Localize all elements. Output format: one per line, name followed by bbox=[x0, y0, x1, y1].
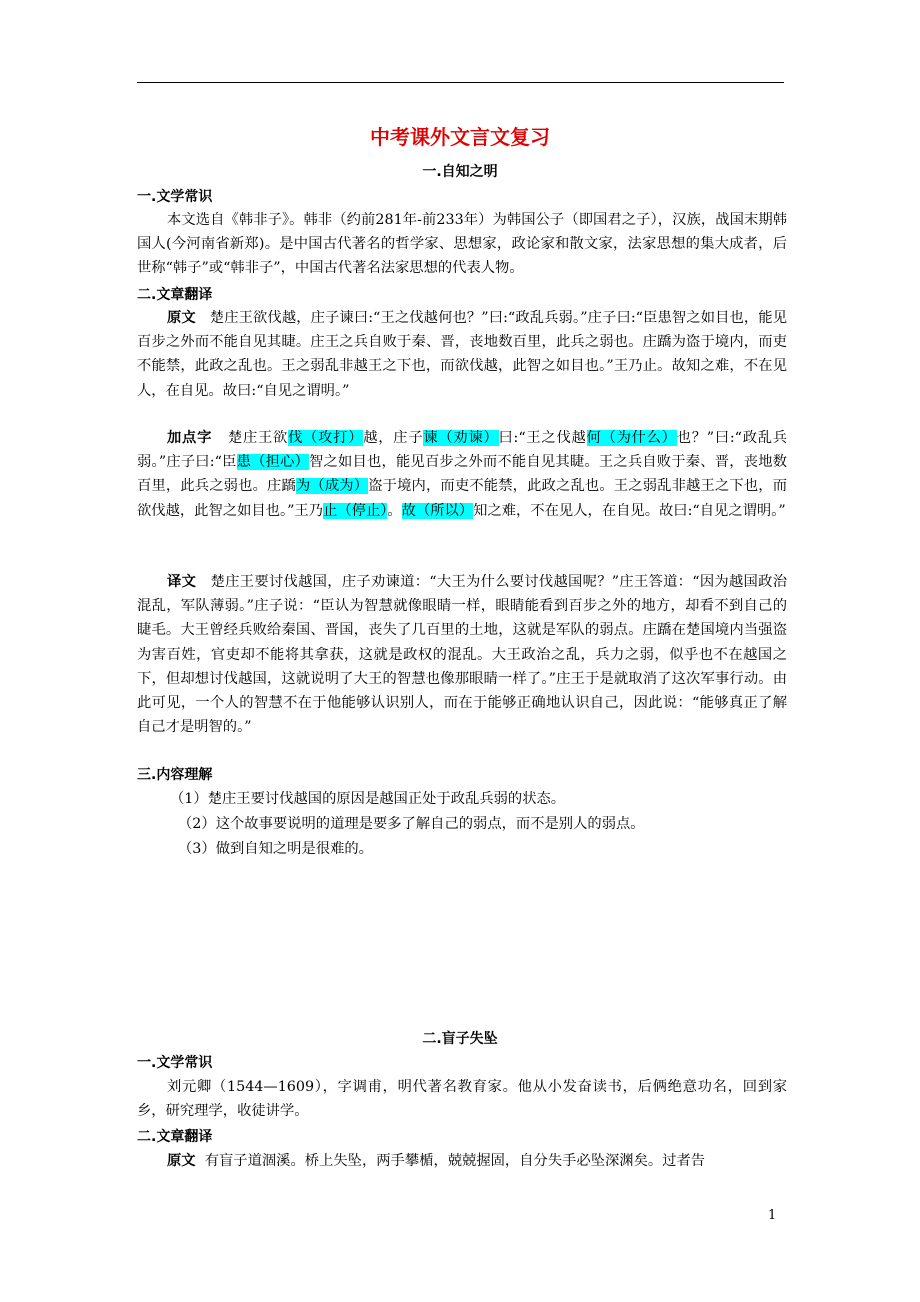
section2-lit-heading: 一.文学常识 bbox=[137, 1055, 213, 1071]
highlighted-annotation: 患（担心） bbox=[236, 454, 310, 471]
header-rule bbox=[137, 82, 784, 83]
section1-title: 一.自知之明 bbox=[422, 164, 498, 180]
page-title: 中考课外文言文复习 bbox=[370, 125, 550, 149]
dotted-text-segment: 也？”曰:“政乱兵弱。”庄子曰:“臣 bbox=[137, 430, 788, 471]
section1-content-heading: 三.内容理解 bbox=[137, 767, 213, 783]
original-label: 原文 bbox=[167, 1153, 196, 1169]
dotted-text-segment: 知之难，不在见人，在自见。故曰:“自见之谓明。” bbox=[473, 502, 786, 519]
highlighted-annotation: 为（成为） bbox=[295, 478, 369, 495]
section1-dotted-paragraph bbox=[137, 426, 787, 523]
content-item: （3）做到自知之明是很难的。 bbox=[178, 841, 373, 857]
highlighted-annotation: 故（所以） bbox=[401, 502, 474, 519]
translation-label: 译文 bbox=[167, 574, 197, 590]
highlighted-annotation: 伐（攻打） bbox=[288, 430, 364, 446]
section2-lit-text: 刘元卿（1544—1609），字调甫，明代著名教育家。他从小发奋读书，后俩绝意功名，回到家乡，研究理学，收徒讲学。 bbox=[137, 1079, 787, 1120]
highlighted-annotation: 谏（劝谏） bbox=[423, 430, 499, 446]
section1-trans-heading: 二.文章翻译 bbox=[137, 287, 213, 303]
original-text: 有盲子道涸溪。桥上失坠，两手攀楯，兢兢握固，自分失手必坠深渊矣。过者告 bbox=[204, 1153, 706, 1169]
section2-trans-heading: 二.文章翻译 bbox=[137, 1129, 213, 1145]
section1-translation-paragraph bbox=[137, 570, 787, 739]
highlighted-annotation: 何（为什么） bbox=[586, 430, 677, 446]
section2-title: 二.盲子失坠 bbox=[422, 1031, 498, 1047]
dotted-text-segment: 智之如目也，能见百步之外而不能自见其睫。王之兵自败于秦、晋，丧地数百里，此兵之弱也。庄蹻 bbox=[137, 454, 788, 495]
dotted-label: 加点字 bbox=[167, 430, 213, 446]
translation-text: 楚庄王要讨伐越国，庄子劝谏道：“大王为什么要讨伐越国呢？”庄王答道：“因为越国政治混乱，军队薄弱。”庄子说：“臣认为智慧就像眼睛一样，眼睛能看到百步之外的地方，却看不到自己的睫毛。大王曾经兵败给秦国、晋国，丧失了几百里的土地，这就是军队的弱点。庄蹻在楚国境内当强盗为害百姓，官吏却不能将其拿获，这就是政权的混乱。大王政治之乱，兵力之弱，似乎也不在越国之下，但却想讨伐越国，这就说明了大王的智慧也像那眼睛一样了。”庄王于是就取消了这次军事行动。由此可见，一个人的智慧不在于他能够认识别人，而在于能够正确地认识自己，因此说：“能够真正了解自己才是明智的。” bbox=[137, 574, 787, 736]
dotted-text-segment: 楚庄王欲 bbox=[227, 430, 289, 446]
dotted-text-segment: 越，庄子 bbox=[363, 430, 424, 446]
page-number: 1 bbox=[768, 1208, 777, 1223]
section1-lit-text: 本文选自《韩非子》。韩非（约前281年-前233年）为韩国公子（即国君之子），汉族，战国末期韩国人(今河南省新郑)。是中国古代著名的哲学家、思想家，政论家和散文家，法家思想的集大成者，后世称“韩子”或“韩非子”，中国古代著名法家思想的代表人物。 bbox=[137, 212, 787, 277]
section1-original-paragraph bbox=[137, 306, 787, 403]
dotted-text-segment: 盗于境内，而吏不能禁，此政之乱也。王之弱乱非越王之下也，而欲伐越，此智之如目也。”王乃 bbox=[137, 478, 788, 519]
dotted-text-segment: 。 bbox=[387, 502, 402, 519]
section2-original-paragraph bbox=[137, 1149, 787, 1173]
original-text: 楚庄王欲伐越，庄子谏曰:“王之伐越何也？”曰:“政乱兵弱。”庄子曰:“臣患智之如目也，能见百步之外而不能自见其睫。庄王之兵自败于秦、晋，丧地数百里，此兵之弱也。庄蹻为盗于境内，而吏不能禁，此政之乱也。王之弱乱非越王之下也，而欲伐越，此智之如目也。”王乃止。故知之难，不在见人，在自见。故曰:“自见之谓明。” bbox=[137, 310, 788, 399]
content-item: （1）楚庄王要讨伐越国的原因是越国正处于政乱兵弱的状态。 bbox=[170, 791, 566, 807]
content-item: （2）这个故事要说明的道理是要多了解自己的弱点，而不是别人的弱点。 bbox=[178, 816, 645, 832]
highlighted-annotation: 止（停止） bbox=[323, 502, 388, 519]
original-label: 原文 bbox=[167, 310, 196, 326]
section1-lit-heading: 一.文学常识 bbox=[137, 189, 213, 205]
dotted-text-segment: 曰:“王之伐越 bbox=[498, 430, 587, 446]
